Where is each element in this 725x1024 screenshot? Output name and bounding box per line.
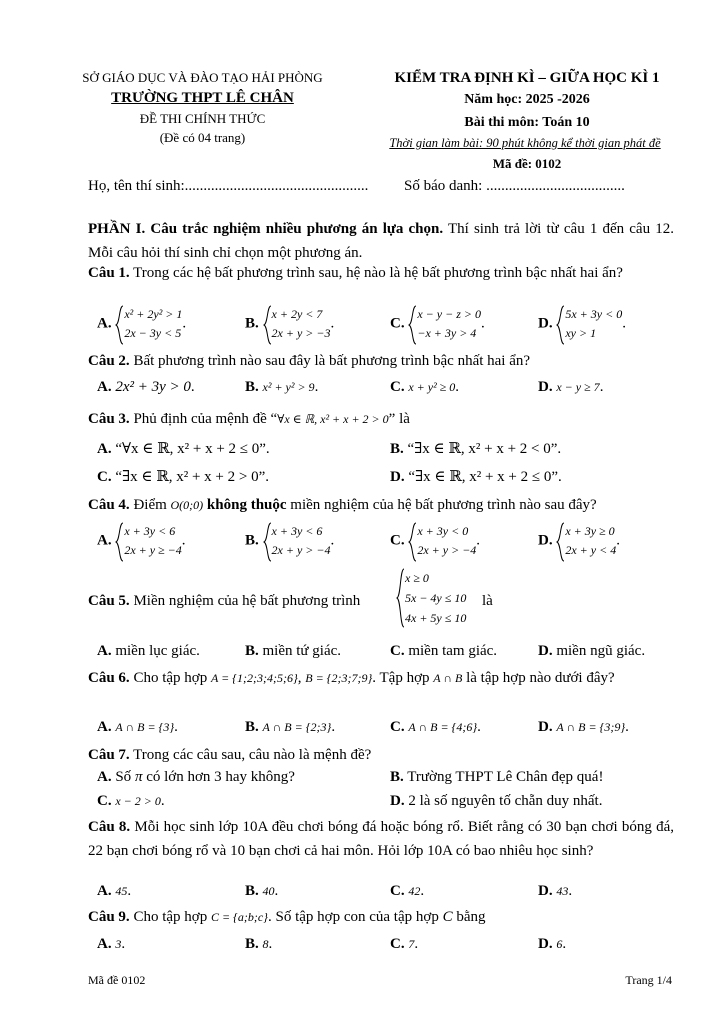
question-4: Câu 4. Điểm O(0;0) không thuộc miền nghiệm của hệ bất phương trình nào sau đây? [88, 497, 597, 513]
footer-page-number: Trang 1/4 [625, 973, 672, 987]
q8-option-c[interactable]: C. 42. [390, 883, 425, 899]
exam-title: KIỂM TRA ĐỊNH KÌ – GIỮA HỌC KÌ 1 [394, 70, 660, 86]
q2-option-d[interactable]: D. x − y ≥ 7. [538, 379, 604, 395]
q1-option-b[interactable]: B. x + 2y < 7 2x + y > −3 . [245, 305, 334, 343]
q7-option-c[interactable]: C. x − 2 > 0. [97, 793, 165, 809]
question-2: Câu 2. Bất phương trình nào sau đây là bất phương trình bậc nhất hai ẩn? [88, 353, 531, 369]
question-9: Câu 9. Cho tập hợp C = {a;b;c}. Số tập hợp con của tập hợp C bằng [88, 909, 486, 925]
q9-option-c[interactable]: C. 7. [390, 936, 419, 952]
official-label: ĐỀ THI CHÍNH THỨC [139, 111, 266, 126]
q2-option-b[interactable]: B. x² + y² > 9. [245, 379, 319, 395]
student-name-field: Họ, tên thí sinh:................................................. [88, 178, 369, 194]
q5-option-c[interactable]: C. miền tam giác. [390, 643, 498, 659]
q9-option-b[interactable]: B. 8. [245, 936, 273, 952]
footer-exam-code: Mã đề 0102 [88, 973, 146, 987]
question-5: Câu 5. Miền nghiệm của hệ bất phương trình [88, 593, 361, 609]
q3-option-b[interactable]: B. “∃x ∈ ℝ, x² + x + 2 < 0”. [390, 441, 562, 457]
q8-option-a[interactable]: A. 45. [97, 883, 132, 899]
question-1: Câu 1. Trong các hệ bất phương trình sau, hệ nào là hệ bất phương trình bậc nhất hai ẩn? [88, 265, 623, 281]
q5-option-d[interactable]: D. miền ngũ giác. [538, 643, 646, 659]
question-6: Câu 6. Cho tập hợp A = {1;2;3;4;5;6}, B = {2;3;7;9}. Tập hợp A ∩ B là tập hợp nào dưới đây? [88, 670, 615, 686]
q4-option-a[interactable]: A. x + 3y < 6 2x + y ≥ −4 . [97, 522, 186, 560]
q8-option-d[interactable]: D. 43. [538, 883, 573, 899]
page-count: (Đề có 04 trang) [159, 130, 246, 145]
q5-option-a[interactable]: A. miền lục giác. [97, 643, 200, 659]
q7-option-d[interactable]: D. 2 là số nguyên tố chẵn duy nhất. [390, 793, 603, 809]
q1-option-c[interactable]: C. x − y − z > 0 −x + 3y > 4 . [390, 305, 485, 343]
q5-option-b[interactable]: B. miền tứ giác. [245, 643, 342, 659]
department: SỞ GIÁO DỤC VÀ ĐÀO TẠO HẢI PHÒNG [82, 70, 323, 85]
q6-option-b[interactable]: B. A ∩ B = {2;3}. [245, 719, 336, 735]
q2-option-a[interactable]: A. 2x² + 3y > 0. [97, 379, 195, 395]
part1-heading: PHẦN I. Câu trắc nghiệm nhiều phương án lựa chọn. Thí sinh trả lời từ câu 1 đến câu 12. Mỗi câu hỏi thí sinh chỉ chọn một phương án. [88, 221, 674, 261]
q2-option-c[interactable]: C. x + y² ≥ 0. [390, 379, 460, 395]
q9-option-a[interactable]: A. 3. [97, 936, 126, 952]
question-8: Câu 8. Mỗi học sinh lớp 10A đều chơi bóng đá hoặc bóng rổ. Biết rằng có 30 bạn chơi bóng đá, 22 bạn chơi bóng rổ và 10 bạn chơi cả hai môn. Hỏi lớp 10A có bao nhiêu học sinh? [88, 819, 674, 859]
exam-code: Mã đề: 0102 [492, 156, 562, 171]
q4-option-b[interactable]: B. x + 3y < 6 2x + y > −4 . [245, 522, 334, 560]
q1-option-a[interactable]: A. x² + 2y² > 1 2x − 3y < 5 . [97, 305, 186, 343]
school-year: Năm học: 2025 -2026 [464, 92, 590, 107]
time-limit: Thời gian làm bài: 90 phút không kể thời gian phát đề [389, 136, 661, 150]
q7-option-b[interactable]: B. Trường THPT Lê Chân đẹp quá! [390, 769, 604, 785]
q6-option-d[interactable]: D. A ∩ B = {3;9}. [538, 719, 629, 735]
q9-option-d[interactable]: D. 6. [538, 936, 567, 952]
q5-system: x ≥ 0 5x − 4y ≤ 10 4x + 5y ≤ 10 [396, 568, 466, 628]
subject: Bài thi môn: Toán 10 [464, 115, 590, 130]
q4-option-c[interactable]: C. x + 3y < 0 2x + y > −4 . [390, 522, 480, 560]
q3-option-c[interactable]: C. “∃x ∈ ℝ, x² + x + 2 > 0”. [97, 469, 269, 485]
q5-suffix: là [482, 593, 493, 609]
q6-option-c[interactable]: C. A ∩ B = {4;6}. [390, 719, 481, 735]
student-id-field: Số báo danh: ..................................... [404, 178, 625, 194]
question-3: Câu 3. Phủ định của mệnh đề “∀x ∈ ℝ, x² + x + 2 > 0” là [88, 411, 410, 427]
q8-option-b[interactable]: B. 40. [245, 883, 279, 899]
q3-option-d[interactable]: D. “∃x ∈ ℝ, x² + x + 2 ≤ 0”. [390, 469, 562, 485]
q3-option-a[interactable]: A. “∀x ∈ ℝ, x² + x + 2 ≤ 0”. [97, 441, 270, 457]
q1-option-d[interactable]: D. 5x + 3y < 0 xy > 1 . [538, 305, 626, 343]
q4-option-d[interactable]: D. x + 3y ≥ 0 2x + y < 4 . [538, 522, 620, 560]
q7-option-a[interactable]: A. Số π có lớn hơn 3 hay không? [97, 769, 295, 785]
school-name: TRƯỜNG THPT LÊ CHÂN [111, 90, 294, 106]
question-7: Câu 7. Trong các câu sau, câu nào là mệnh đề? [88, 747, 372, 763]
q6-option-a[interactable]: A. A ∩ B = {3}. [97, 719, 178, 735]
